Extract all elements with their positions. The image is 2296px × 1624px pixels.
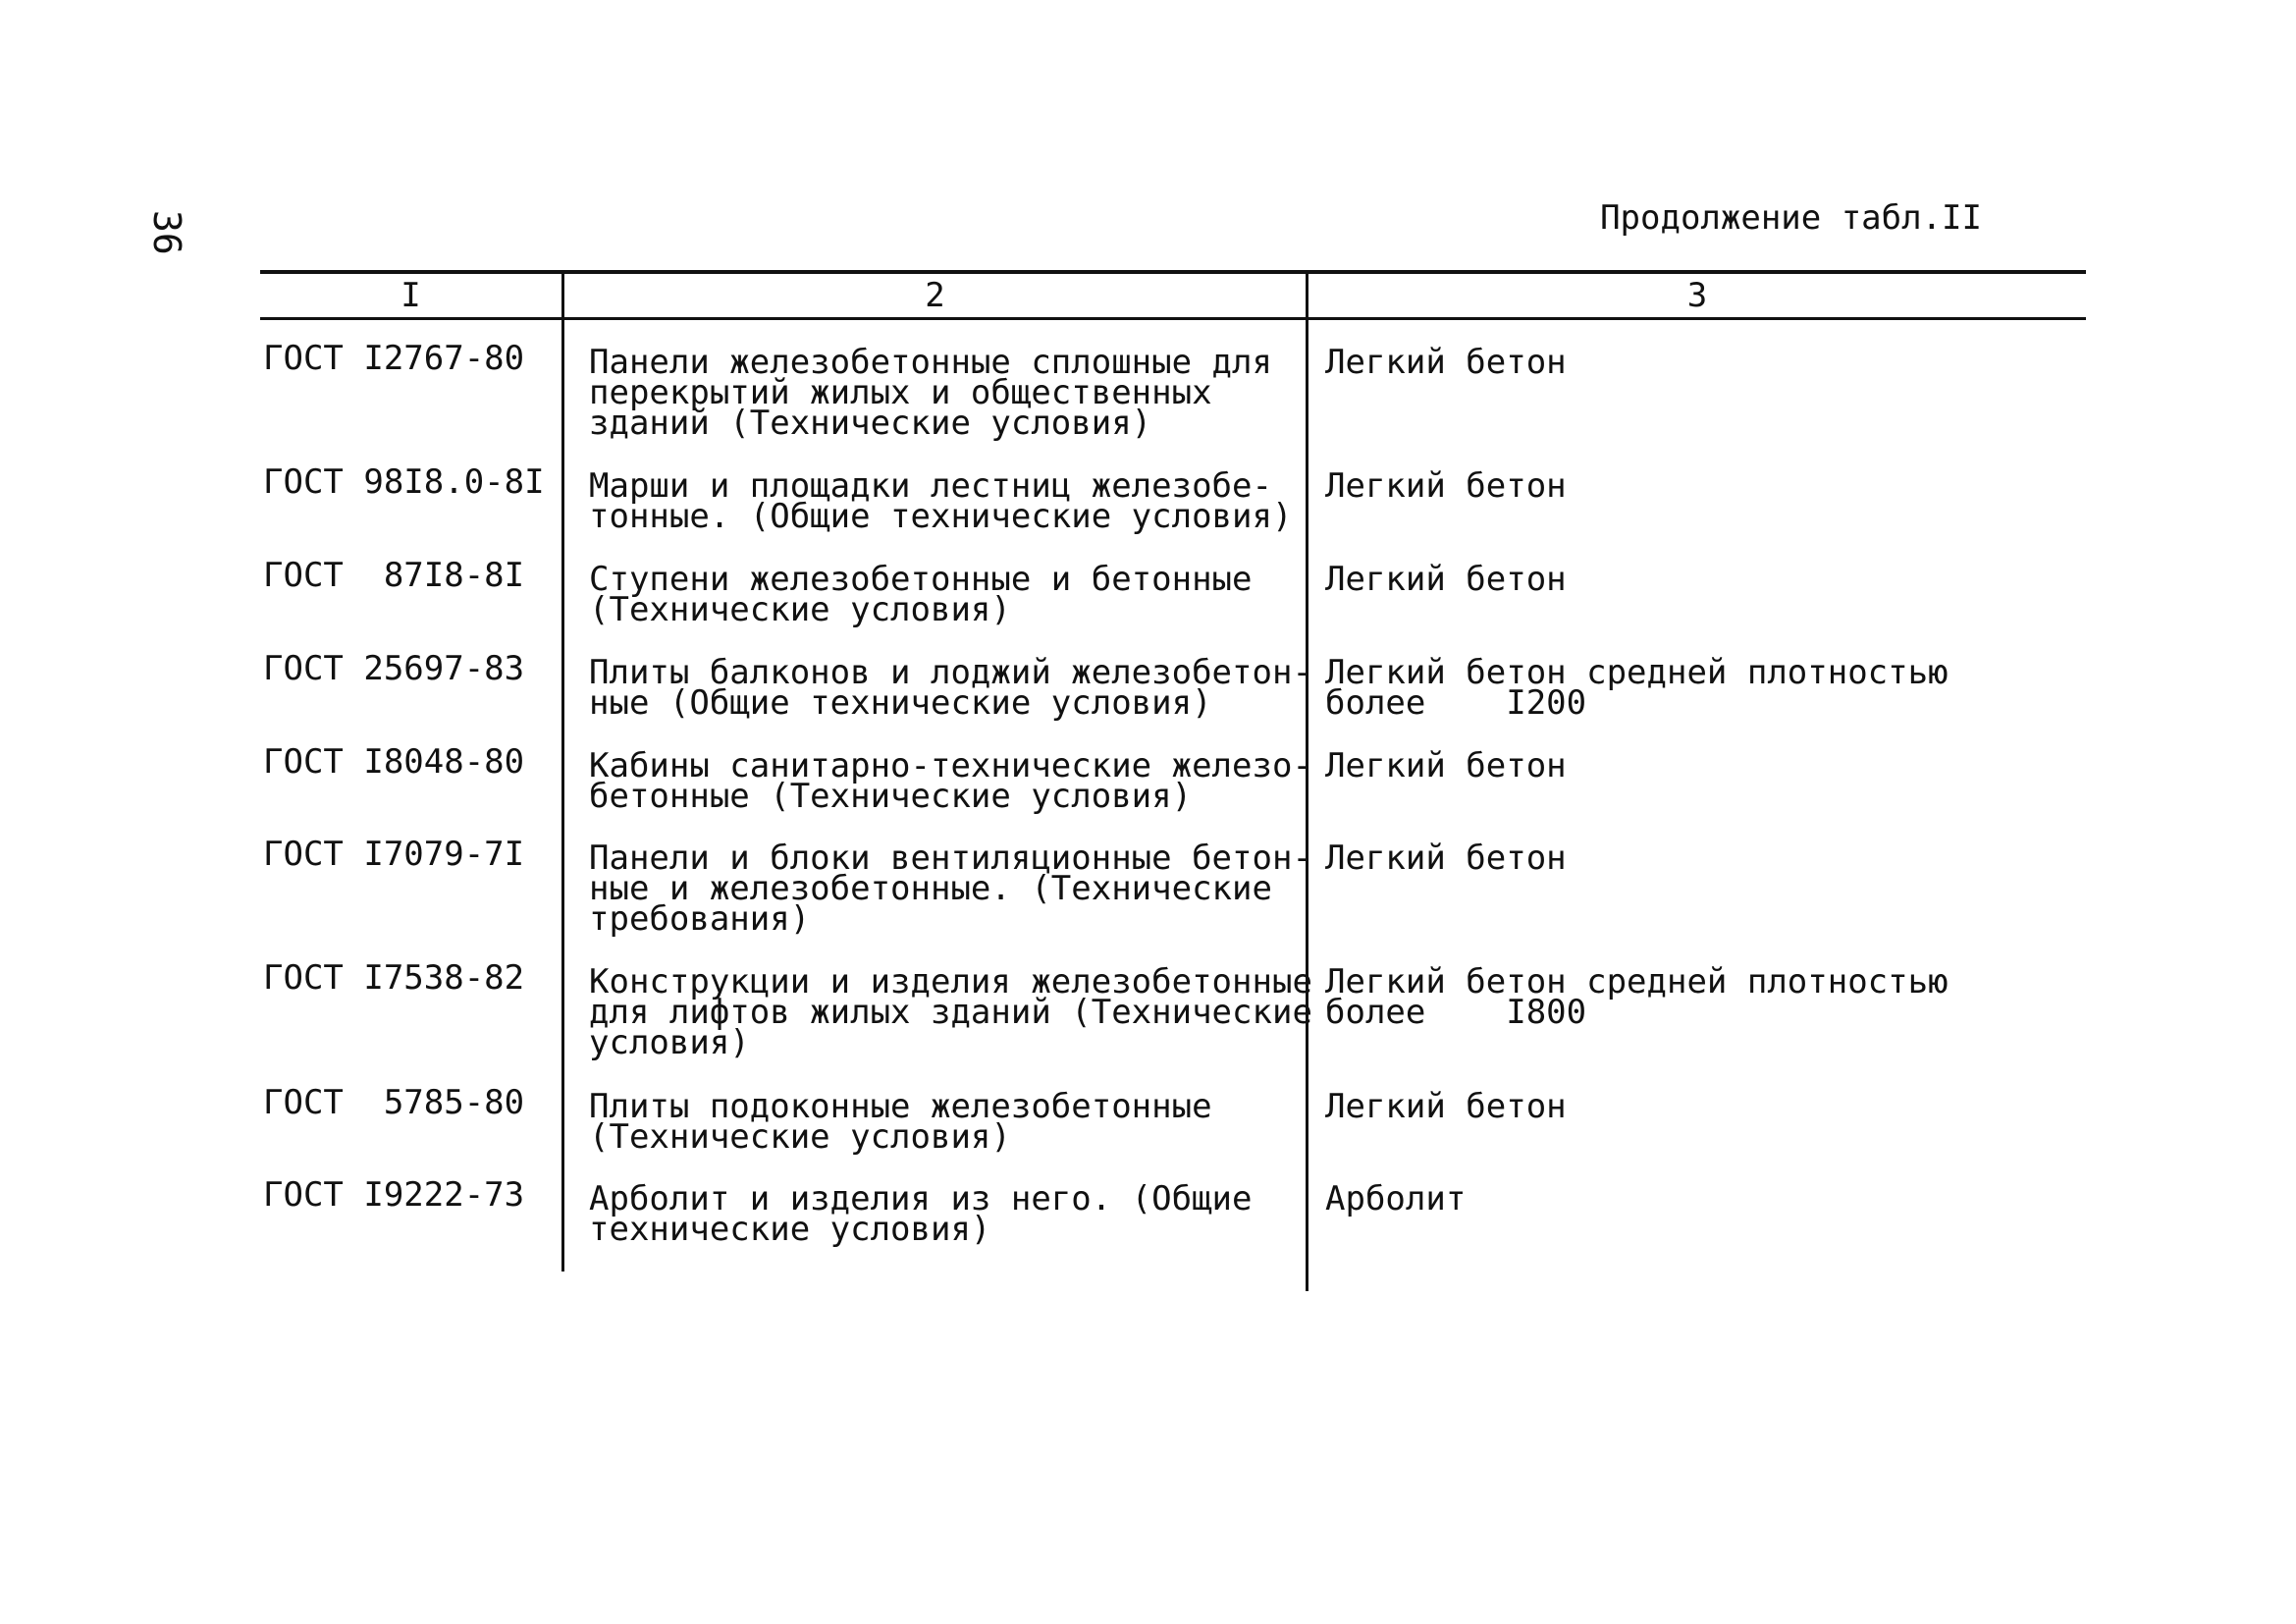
row-5-material: Легкий бетон: [1325, 746, 1567, 785]
column-header-1: I: [400, 276, 421, 315]
row-1-title: Панели железобетонные сплошные для перекрытий жилых и общественных зданий (Технические условия): [589, 343, 1272, 443]
row-4-standard: ГОСТ 25697-83: [263, 649, 525, 688]
row-3-standard: ГОСТ 87I8-8I: [263, 556, 525, 595]
row-4-material: Легкий бетон средней плотностью более I200: [1325, 653, 1949, 723]
row-9-material: Арболит: [1325, 1179, 1467, 1218]
row-3-material: Легкий бетон: [1325, 560, 1567, 599]
row-2-title: Марши и площадки лестниц железобе- тонные. (Общие технические условия): [589, 466, 1293, 536]
row-6-standard: ГОСТ I7079-7I: [263, 835, 525, 874]
table-caption: Продолжение табл.II: [1600, 198, 1982, 238]
row-8-material: Легкий бетон: [1325, 1087, 1567, 1126]
row-5-standard: ГОСТ I8048-80: [263, 742, 525, 782]
row-6-material: Легкий бетон: [1325, 839, 1567, 878]
row-2-standard: ГОСТ 98I8.0-8I: [263, 462, 545, 502]
column-header-3: 3: [1686, 276, 1708, 315]
row-9-standard: ГОСТ I9222-73: [263, 1175, 525, 1215]
row-6-title: Панели и блоки вентиляционные бетон- ные и железобетонные. (Технические требования): [589, 839, 1312, 939]
row-4-title: Плиты балконов и лоджий железобетон- ные (Общие технические условия): [589, 653, 1312, 723]
table-top-rule: [260, 270, 2086, 274]
row-8-title: Плиты подоконные железобетонные (Технические условия): [589, 1087, 1212, 1157]
row-5-title: Кабины санитарно-технические железо- бетонные (Технические условия): [589, 746, 1312, 816]
row-3-title: Ступени железобетонные и бетонные (Технические условия): [589, 560, 1253, 629]
row-1-material: Легкий бетон: [1325, 343, 1567, 382]
row-1-standard: ГОСТ I2767-80: [263, 339, 525, 378]
row-7-standard: ГОСТ I7538-82: [263, 958, 525, 998]
column-divider-1: [561, 270, 564, 1272]
page-number: 36: [145, 210, 188, 255]
row-9-title: Арболит и изделия из него. (Общие технические условия): [589, 1179, 1253, 1249]
table-header-rule: [260, 317, 2086, 320]
column-header-2: 2: [925, 276, 945, 315]
row-7-title: Конструкции и изделия железобетонные для лифтов жилых зданий (Технические условия): [589, 962, 1312, 1062]
row-8-standard: ГОСТ 5785-80: [263, 1083, 525, 1122]
row-2-material: Легкий бетон: [1325, 466, 1567, 506]
row-7-material: Легкий бетон средней плотностью более I800: [1325, 962, 1949, 1032]
